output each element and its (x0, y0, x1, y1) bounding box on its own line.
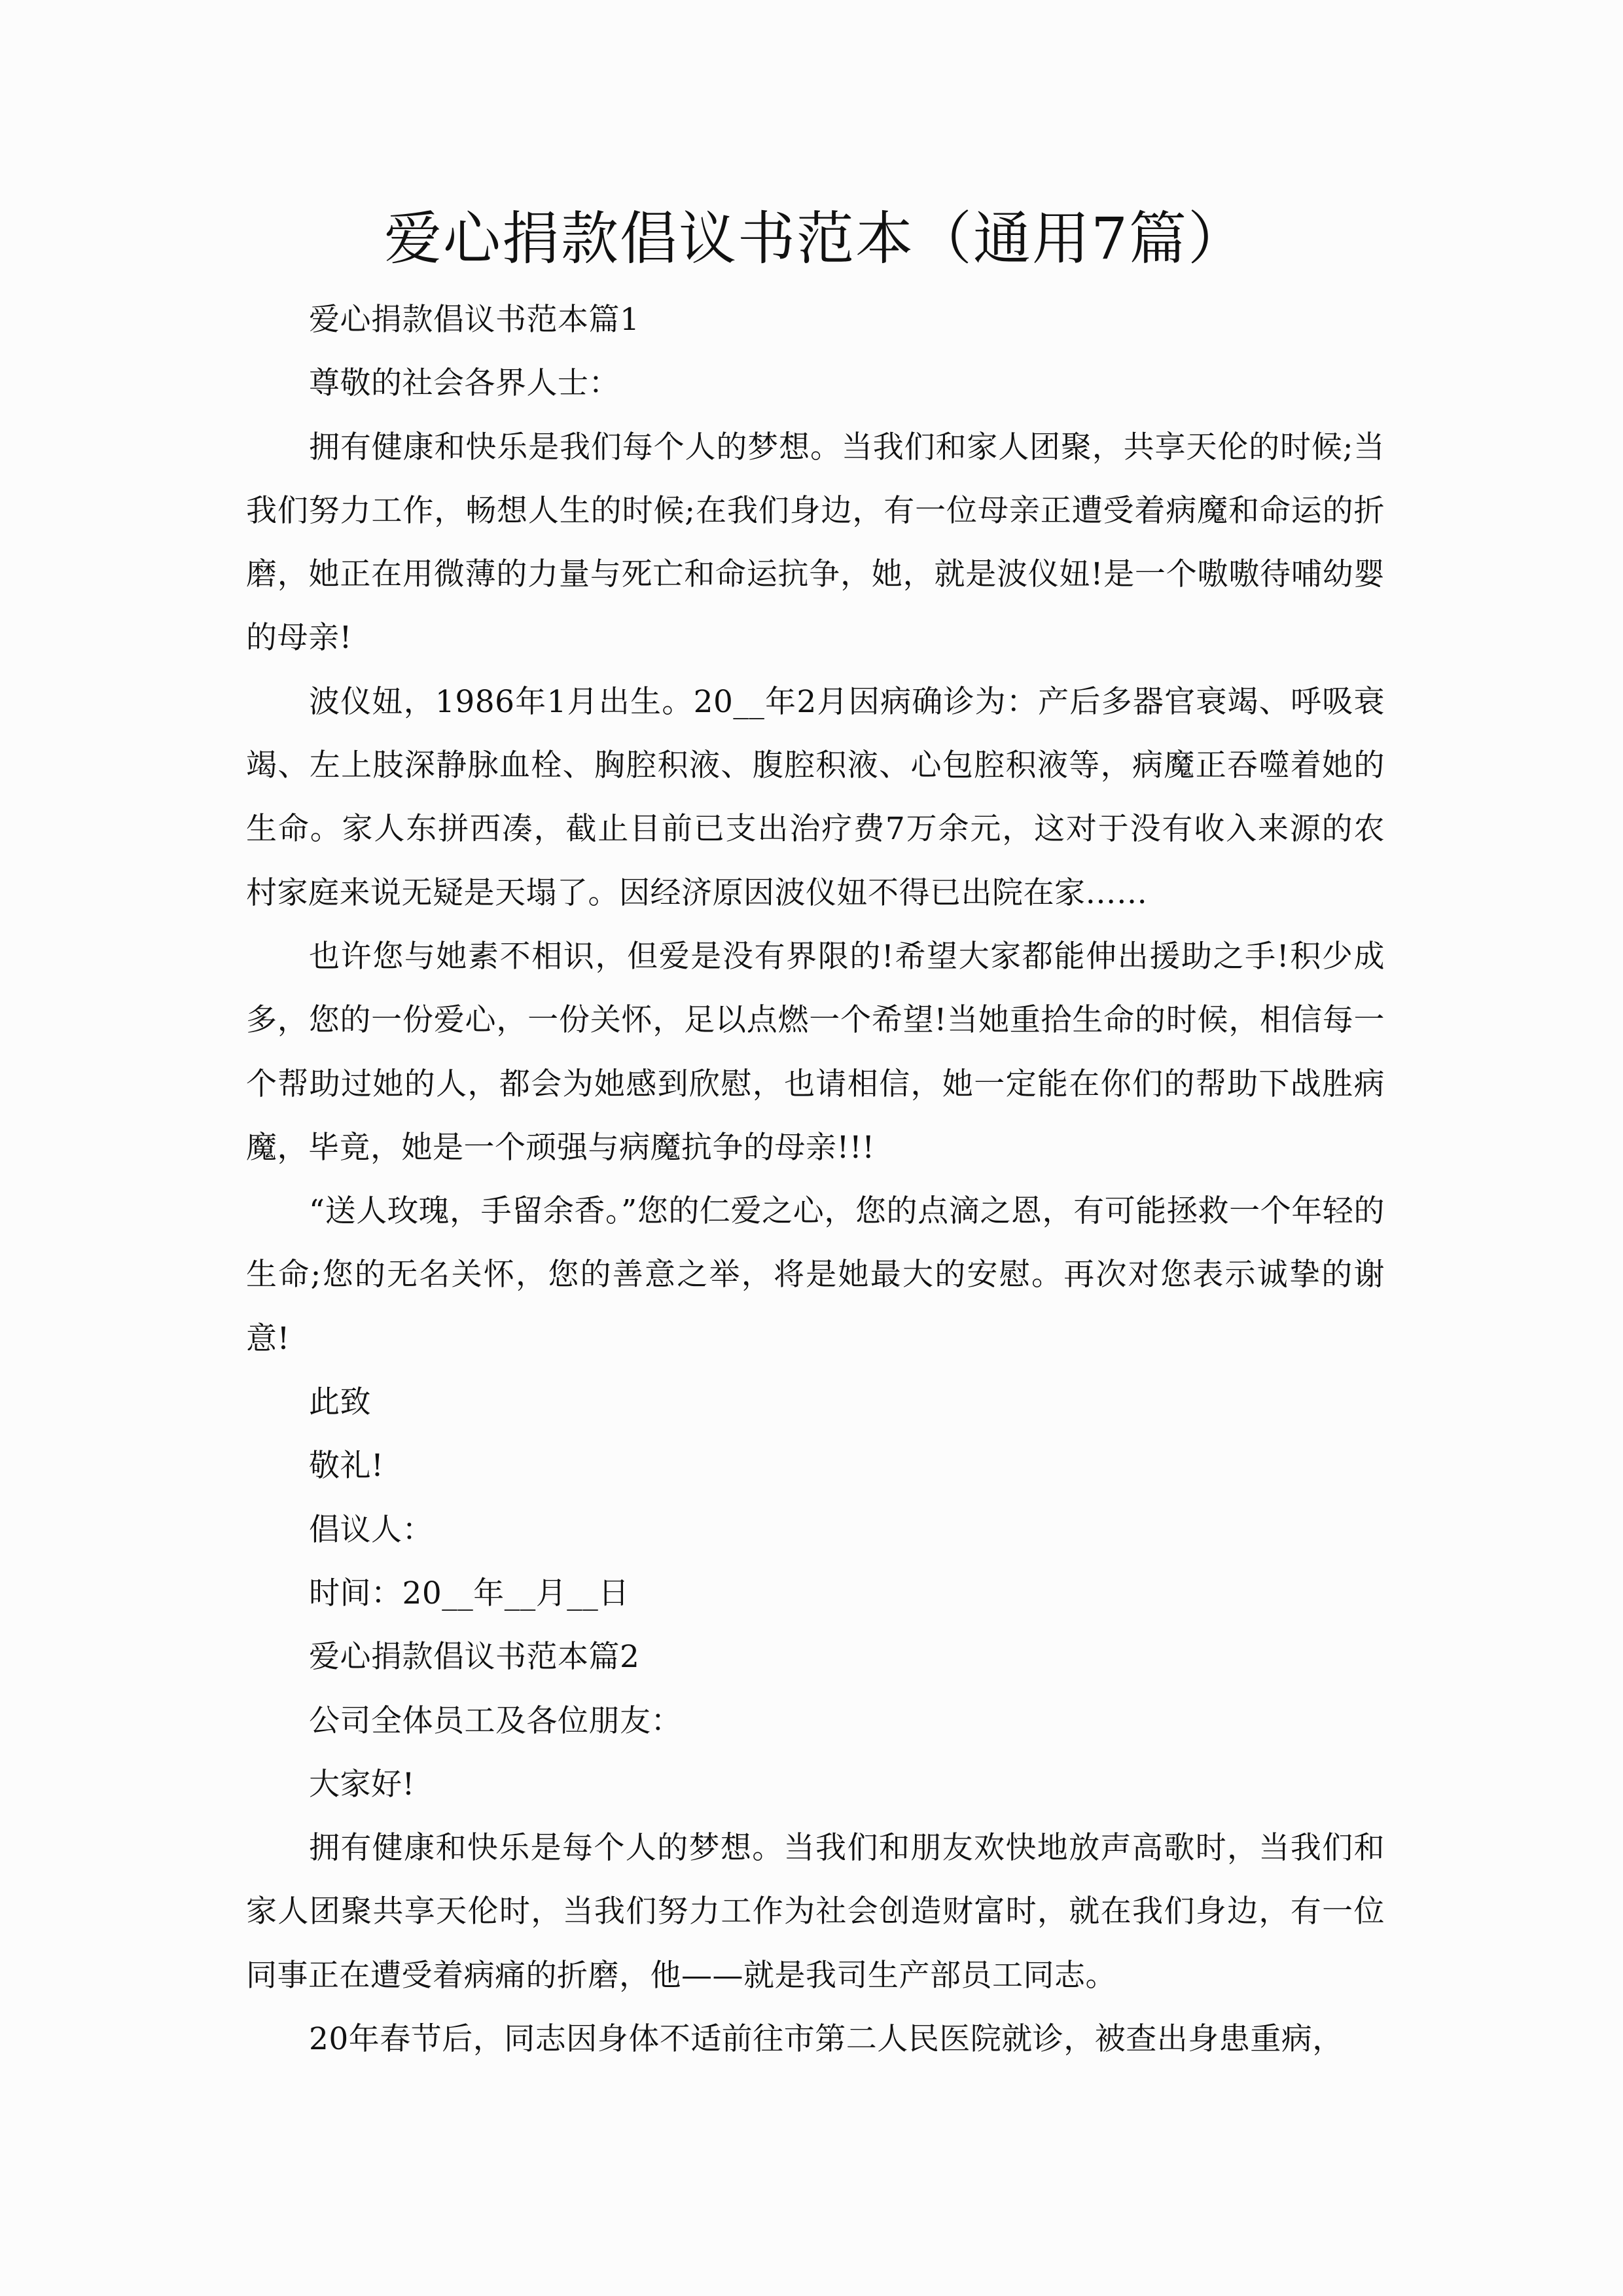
date-line: 时间：20__年__月__日 (309, 1575, 630, 1611)
paragraph: 拥有健康和快乐是我们每个人的梦想。当我们和家人团聚，共享天伦的时候;当我们努力工作，畅想人生的时候;在我们身边，有一位母亲正遭受着病魔和命运的折磨，她正在用微薄的力量与死亡和命运抗争，她，就是波仪妞!是一个嗷嗷待哺幼婴的母亲! (246, 429, 1385, 656)
paragraph: 波仪妞，1986年1月出生。20__年2月因病确诊为：产后多器官衰竭、呼吸衰竭、左上肢深静脉血栓、胸腔积液、腹腔积液、心包腔积液等，病魔正吞噬着她的生命。家人东拼西凑，截止目前已支出治疗费7万余元，这对于没有收入来源的农村家庭来说无疑是天塌了。因经济原因波仪妞不得已出院在家…… (246, 683, 1385, 911)
section-2 (246, 1625, 1385, 2071)
document-title: 爱心捐款倡议书范本（通用7篇） (384, 205, 1247, 272)
salutation: 公司全体员工及各位朋友： (309, 1702, 682, 1739)
closing-regards: 敬礼! (309, 1448, 384, 1484)
greeting: 大家好! (309, 1766, 415, 1803)
section-heading: 爱心捐款倡议书范本篇1 (309, 302, 640, 338)
closing-line: 此致 (309, 1384, 371, 1421)
paragraph: 拥有健康和快乐是每个人的梦想。当我们和朋友欢快地放声高歌时，当我们和家人团聚共享天伦时，当我们努力工作为社会创造财富时，就在我们身边，有一位同事正在遭受着病痛的折磨，他——就是我司生产部员工同志。 (246, 1830, 1385, 1994)
document-page (246, 196, 1385, 2071)
section-heading: 爱心捐款倡议书范本篇2 (309, 1639, 640, 1676)
signer-line: 倡议人： (309, 1511, 433, 1548)
paragraph: 也许您与她素不相识，但爱是没有界限的!希望大家都能伸出援助之手!积少成多，您的一份爱心，一份关怀，足以点燃一个希望!当她重拾生命的时候，相信每一个帮助过她的人，都会为她感到欣慰，也请相信，她一定能在你们的帮助下战胜病魔，毕竟，她是一个顽强与病魔抗争的母亲!!! (246, 938, 1385, 1166)
paragraph: 20年春节后，同志因身体不适前往市第二人民医院就诊，被查出身患重病， (309, 2021, 1344, 2058)
salutation: 尊敬的社会各界人士： (309, 365, 620, 402)
section-1 (246, 288, 1385, 1625)
paragraph: “送人玫瑰，手留余香。”您的仁爱之心，您的点滴之恩，有可能拯救一个年轻的生命;您的无名关怀，您的善意之举，将是她最大的安慰。再次对您表示诚挚的谢意! (246, 1193, 1385, 1357)
